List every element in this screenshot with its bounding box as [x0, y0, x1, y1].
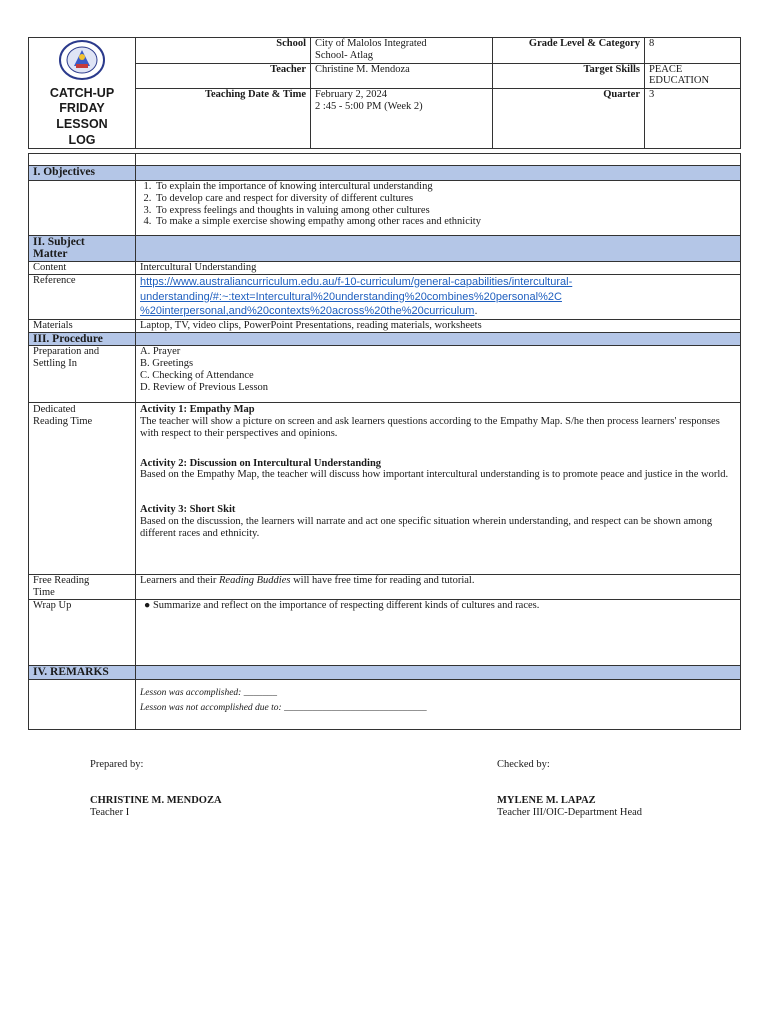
remarks-row	[29, 679, 741, 729]
spacer-row	[29, 154, 741, 166]
activity-2	[140, 458, 736, 482]
title-line: LOG	[68, 132, 96, 147]
content-row	[29, 262, 741, 275]
title-line: LESSON	[56, 117, 108, 131]
teacher-label: Teacher	[136, 63, 311, 89]
objective-item: 2. To develop care and respect for diversity of different cultures	[154, 193, 736, 205]
activity-title: Activity 1: Empathy Map	[140, 404, 255, 416]
activity-1	[140, 403, 736, 439]
reference-period: .	[474, 305, 478, 318]
remark-accomplished: Lesson was accomplished: _______	[140, 687, 277, 698]
date-line: February 2, 2024	[315, 89, 388, 101]
checked-by-label: Checked by:	[497, 759, 550, 770]
preparation-label-line: Preparation and	[33, 346, 100, 358]
wrap-up-label: Wrap Up	[29, 599, 136, 665]
school-value	[311, 38, 493, 64]
preparation-item: B. Greetings	[140, 358, 194, 370]
free-reading-text	[136, 575, 741, 600]
remarks-heading: IV. REMARKS	[29, 665, 136, 679]
wrap-up-text	[136, 599, 741, 665]
logo-cell	[29, 38, 136, 149]
reference-link-line[interactable]: understanding/#:~:text=Intercultural%20understanding%20combines%20personal%2C	[140, 290, 562, 303]
grade-value: 8	[645, 38, 741, 64]
materials-label: Materials	[29, 319, 136, 332]
date-value	[311, 89, 493, 149]
school-label: School	[136, 38, 311, 64]
wrap-up-item: Summarize and reflect on the importance of respecting different kinds of cultures and races.	[152, 599, 540, 611]
target-skills-value	[645, 63, 741, 89]
objective-item: 4. To make a simple exercise showing empathy among other races and ethnicity	[154, 216, 736, 228]
date-label: Teaching Date & Time	[136, 89, 311, 149]
title-line: CATCH-UP	[49, 85, 115, 100]
document-title	[31, 86, 133, 149]
reading-time-row	[29, 403, 741, 575]
activity-body: The teacher will show a picture on screen and ask learners questions according to the Empathy Map. S/he then process learners' responses with respect to their perspectives and opinions.	[140, 416, 720, 439]
free-reading-label-line: Free Reading	[33, 575, 90, 587]
reference-row	[29, 275, 741, 320]
checked-by-title: Teacher III/OIC-Department Head	[497, 807, 643, 819]
school-value-line: School- Atlag	[315, 49, 374, 61]
objective-item: 1. To explain the importance of knowing intercultural understanding	[154, 181, 736, 193]
subject-matter-heading	[29, 236, 136, 262]
objectives-heading: I. Objectives	[29, 166, 136, 181]
reading-buddies-text: Reading Buddies	[219, 575, 291, 587]
free-reading-label-line: Time	[33, 587, 55, 599]
prepared-by-label: Prepared by:	[90, 759, 144, 770]
reference-link-line[interactable]: https://www.australiancurriculum.edu.au/f-10-curriculum/general-capabilities/intercultural-	[140, 276, 573, 288]
activity-title: Activity 2: Discussion on Intercultural Understanding	[140, 457, 382, 469]
prepared-by-name: CHRISTINE M. MENDOZA	[90, 794, 222, 806]
heading-line: Matter	[33, 248, 68, 261]
wrap-up-row	[29, 599, 741, 665]
remarks-heading-row	[29, 665, 741, 679]
preparation-item: A. Prayer	[140, 346, 181, 358]
content-label: Content	[29, 262, 136, 275]
target-skills-label: Target Skills	[493, 63, 645, 89]
objectives-list	[140, 181, 736, 228]
preparation-label-line: Settling In	[33, 358, 78, 370]
header-table	[28, 37, 741, 149]
school-value-line: City of Malolos Integrated	[315, 38, 427, 49]
activity-body: Based on the discussion, the learners will narrate and act one specific situation wherein understanding, and respect can be shown among different races and ethnicity.	[140, 515, 713, 539]
reference-label: Reference	[29, 275, 136, 320]
grade-label: Grade Level & Category	[493, 38, 645, 64]
activity-body: Based on the Empathy Map, the teacher will discuss how important intercultural understanding is to promote peace and justice in the world.	[140, 469, 729, 481]
reading-time-label-line: Dedicated	[33, 404, 76, 416]
materials-value: Laptop, TV, video clips, PowerPoint Presentations, reading materials, worksheets	[136, 319, 741, 332]
reference-value	[136, 275, 741, 320]
heading-line: II. Subject	[33, 236, 85, 248]
procedure-heading: III. Procedure	[29, 332, 136, 346]
bullet-icon: ●	[144, 599, 151, 611]
subject-matter-heading-row	[29, 236, 741, 262]
preparation-item: D. Review of Previous Lesson	[140, 381, 269, 393]
preparation-label	[29, 346, 136, 403]
reference-link[interactable]	[140, 275, 736, 319]
remark-not-accomplished: Lesson was not accomplished due to: ______________________________	[140, 702, 427, 713]
objective-item: 3. To express feelings and thoughts in valuing among other cultures	[154, 205, 736, 217]
free-reading-text-part: will have free time for reading and tutorial.	[290, 575, 475, 587]
quarter-value: 3	[645, 89, 741, 149]
quarter-label: Quarter	[493, 89, 645, 149]
free-reading-row	[29, 575, 741, 600]
title-line: FRIDAY	[59, 101, 105, 116]
preparation-row	[29, 346, 741, 403]
free-reading-text-part: Learners and their	[140, 575, 220, 587]
reading-time-label-line: Reading Time	[33, 416, 93, 428]
content-value: Intercultural Understanding	[136, 262, 741, 275]
checked-by-name: MYLENE M. LAPAZ	[497, 794, 596, 806]
reference-link-line[interactable]: %20interpersonal,and%20contexts%20across%20the%20curriculum	[140, 305, 475, 318]
activity-3	[140, 504, 736, 539]
time-line: 2 :45 - 5:00 PM (Week 2)	[315, 101, 423, 113]
procedure-heading-row	[29, 332, 741, 346]
prepared-by-title: Teacher I	[90, 807, 130, 819]
materials-row	[29, 319, 741, 332]
preparation-item: C. Checking of Attendance	[140, 369, 254, 381]
reading-time-label	[29, 403, 136, 575]
activity-title: Activity 3: Short Skit	[140, 504, 236, 516]
checked-by-block	[497, 759, 642, 820]
prepared-by-block	[90, 759, 222, 820]
target-skills-line: PEACE	[649, 63, 683, 75]
lesson-table	[28, 153, 741, 730]
teacher-value: Christine M. Mendoza	[311, 63, 493, 89]
target-skills-line: EDUCATION	[649, 75, 710, 87]
preparation-list	[136, 346, 741, 403]
activities	[136, 403, 741, 575]
objectives-heading-row	[29, 166, 741, 181]
objectives-row	[29, 181, 741, 236]
deped-seal-icon	[56, 40, 108, 80]
free-reading-label	[29, 575, 136, 600]
